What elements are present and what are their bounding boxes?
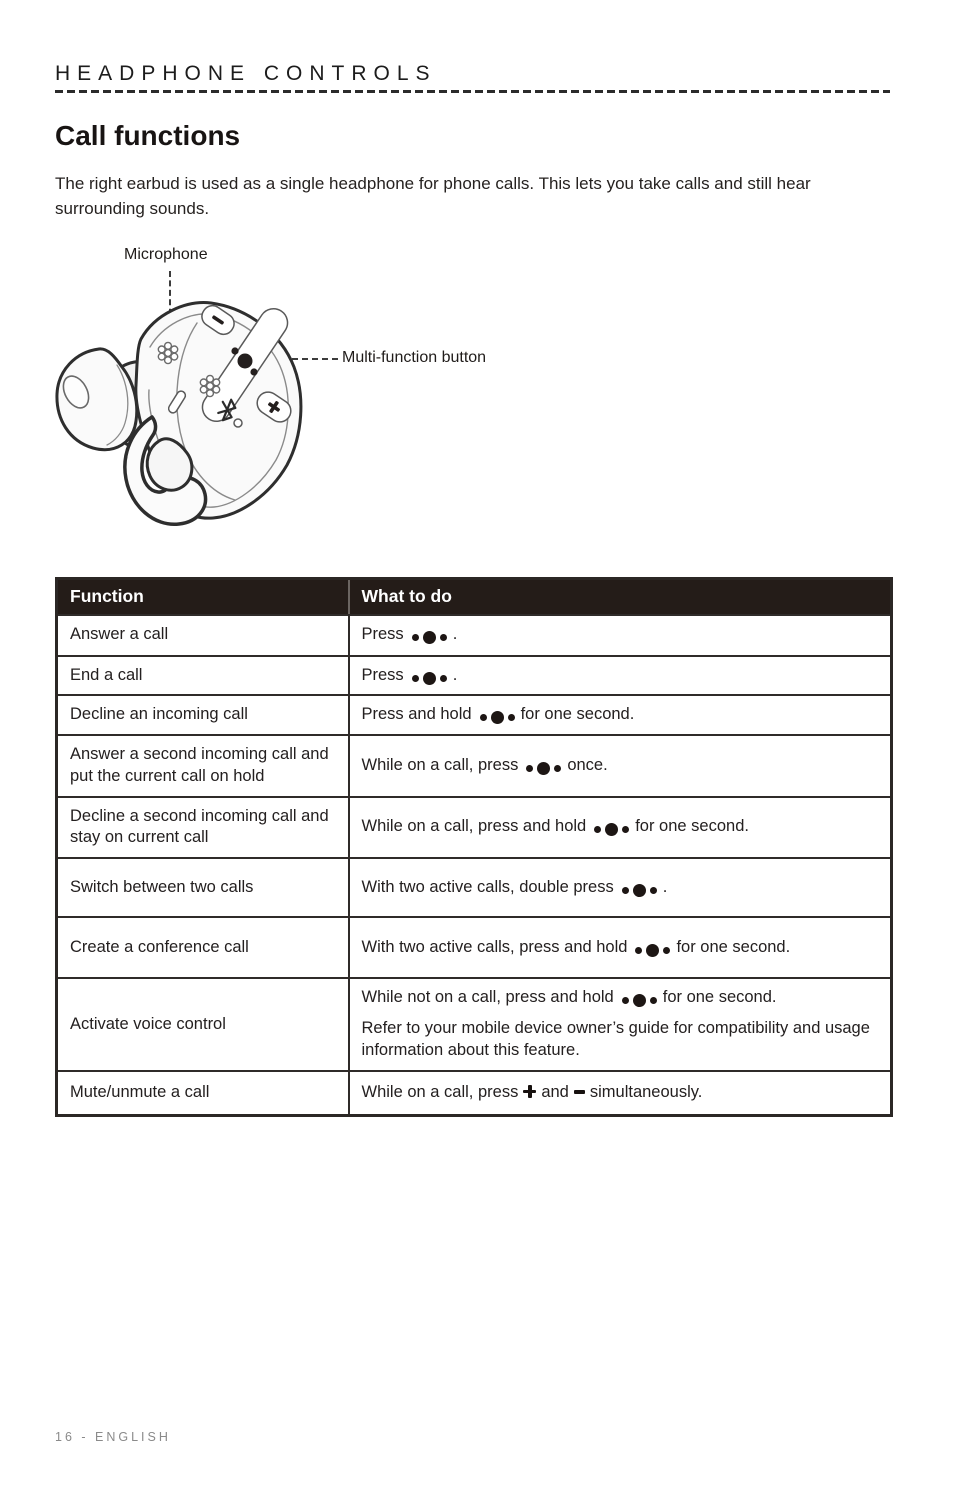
action-cell [349,656,892,696]
action-text: for one second. [676,937,791,956]
mfb-dot-bottom [250,368,257,375]
function-cell: Answer a second incoming call and put the current call on hold [57,735,349,797]
action-line [362,624,879,646]
multi-function-button-icon [412,631,447,644]
action-line [362,755,879,777]
action-text: While on a call, press [361,1082,519,1101]
table-row [57,656,892,696]
action-text: and [541,1082,569,1101]
action-line [362,704,879,726]
multi-function-button-icon [594,823,629,836]
table-row [57,695,892,735]
multi-function-button-icon [622,994,657,1007]
multi-function-button-icon [480,711,515,724]
table-header-row [57,579,892,615]
action-text: . [452,665,458,684]
action-note: Refer to your mobile device owner’s guide for compatibility and usage information about this feature. [361,1019,870,1059]
page-footer: 16 - ENGLISH [55,1430,171,1444]
action-line [362,877,879,899]
earbud-diagram [55,245,615,545]
table-body [57,615,892,1116]
action-text: once. [567,755,608,774]
multi-function-button [238,354,253,369]
action-line [362,816,879,838]
function-cell: Activate voice control [57,978,349,1071]
column-header-what-to-do: What to do [349,579,892,615]
action-cell [349,615,892,656]
intro-paragraph: The right earbud is used as a single headphone for phone calls. This lets you take calls and still hear surrounding sounds. [55,174,811,218]
action-cell [349,797,892,859]
table-row [57,858,892,917]
action-text: Press [361,665,404,684]
action-text: While on a call, press [361,755,519,774]
action-text: simultaneously. [589,1082,703,1101]
page-title: Call functions [55,120,241,151]
multi-function-button-label: Multi-function button [342,349,487,366]
action-cell [349,735,892,797]
indicator-light [234,419,242,427]
action-text: . [452,625,458,644]
plus-button-icon [523,1085,536,1098]
function-cell: Decline a second incoming call and stay on current call [57,797,349,859]
microphone-holes-top [158,342,177,363]
minus-button-icon [574,1090,585,1094]
microphone-label: Microphone [124,246,208,263]
section-title: HEADPHONE CONTROLS [55,62,437,85]
function-cell: Switch between two calls [57,858,349,917]
action-text: While not on a call, press and hold [361,988,614,1007]
action-line [362,665,879,687]
action-text: for one second. [662,988,777,1007]
microphone-holes-bottom [200,375,219,396]
action-text: for one second. [520,705,635,724]
action-cell [349,695,892,735]
action-line [362,1082,879,1104]
table-row [57,917,892,978]
table-row [57,615,892,656]
function-cell: Mute/unmute a call [57,1071,349,1115]
function-cell: Create a conference call [57,917,349,978]
action-line [362,987,879,1009]
column-header-function: Function [57,579,349,615]
mfb-dot-top [231,347,238,354]
action-text: While on a call, press and hold [361,817,587,836]
table-row [57,978,892,1071]
action-cell [349,917,892,978]
action-text: . [662,877,668,896]
multi-function-button-icon [635,944,670,957]
action-cell [349,858,892,917]
action-text: Press and hold [361,705,472,724]
function-cell: Answer a call [57,615,349,656]
multi-function-button-icon [622,884,657,897]
table-row [57,797,892,859]
action-text: for one second. [635,817,749,836]
dashed-divider [55,90,890,93]
action-cell [349,1071,892,1115]
table-row [57,735,892,797]
function-cell: End a call [57,656,349,696]
action-cell [349,978,892,1071]
call-functions-table [55,577,893,1117]
action-text: With two active calls, press and hold [361,937,628,956]
action-line [362,937,879,959]
table-row [57,1071,892,1115]
action-text: Press [361,625,404,644]
multi-function-button-icon [412,672,447,685]
action-text: With two active calls, double press [361,877,614,896]
earbud-illustration [55,295,310,540]
function-cell: Decline an incoming call [57,695,349,735]
multi-function-button-icon [526,762,561,775]
